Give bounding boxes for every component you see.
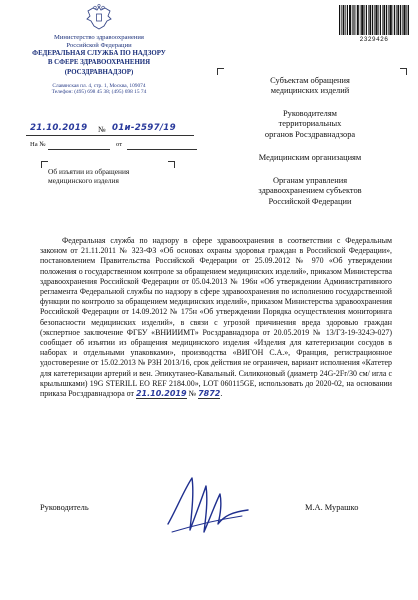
recipient-4-line-2: здравоохранением субъектов	[258, 186, 362, 196]
ministry-name-2: Российской Федерации	[66, 41, 132, 49]
reference-date-underline	[127, 149, 197, 150]
order-number-sign: №	[188, 389, 197, 399]
outgoing-date-number	[26, 125, 194, 139]
recipient-3-line-1: Медицинским организациям	[258, 153, 362, 162]
org-name-line-1: ФЕДЕРАЛЬНАЯ СЛУЖБА ПО НАДЗОРУ	[32, 50, 166, 58]
recipient-corner-tr	[400, 68, 407, 75]
subject-line-2: медицинского изделия	[48, 176, 119, 185]
recipient-4-line-3: Российской Федерации	[268, 196, 352, 206]
subject-line-1: Об изъятии из обращения	[48, 167, 130, 176]
barcode-number: 2329426	[359, 36, 389, 43]
recipient-2-line-2: территориальных	[278, 119, 342, 129]
letter-subject	[48, 167, 168, 185]
body-end: .	[220, 389, 223, 399]
recipient-1-line-2: медицинских изделий	[270, 86, 350, 96]
recipient-2-line-1: Руководителям	[283, 109, 337, 118]
signature-icon	[162, 472, 254, 548]
signatory-name: М.А. Мурашко	[305, 503, 359, 512]
letter-body	[40, 236, 392, 399]
subject-corner-tl	[41, 161, 48, 168]
recipient-corner-tl	[217, 68, 224, 75]
signatory-position: Руководитель	[40, 503, 89, 512]
outgoing-date: 21.10.2019	[30, 123, 88, 133]
reference-number-label: На №	[30, 141, 46, 148]
subject-corner-tr	[168, 161, 175, 168]
recipient-3	[225, 153, 395, 163]
reference-date-label: от	[116, 141, 123, 148]
reference-line	[30, 141, 200, 151]
recipient-4-line-1: Органам управления	[272, 176, 348, 185]
body-text: Федеральная служба по надзору в сфере здравоохранения в соответствии с Федеральным законом от 21.11.2011 № 323-ФЗ «Об основах охраны здоровья граждан в Российской Федерации», постановлением Правительства Российской Федерации от 25.09.2012 № 970 «Об утверждении положения о государственном контроле за обращением медицинских изделий», приказом Министерства здравоохранения Российской Федерации от 05.04.2013 № 196н «Об утверждении Административного регламента Федеральной службы по надзору в сфере здравоохранения по исполнению государственной функции по контролю за обращением медицинских изделий», приказом Министерства здравоохранения Российской Федерации от 14.09.2012 № 175н «Об утверждении Порядка осуществления мониторинга безопасности медицинских изделий», в связи с угрозой причинения вреда здоровью граждан (экспертное заключение ФГБУ «ВНИИИМТ» Росздравнадзора от 20.05.2019 № 13/ГЗ-19-324Э-027) сообщает об изъятии из обращения медицинского изделия «Изделия для катетеризации сосудов в наборах и отдельными упаковками», производства «ВИГОН С.А.», Франция, регистрационное удостоверение от 15.02.2013 № РЗН 2013/16, срок действия не ограничен, вариант исполнения «Катетер для катетеризации артерий и вен. Эпикутанео-Кавальный. Силиконовый (диаметр 24G-2Fr/30 см/ игла с крылышками) 19G STERILL EO REF 2184.00», LOT 060115GE, использовать до 2020-02, на основании приказа Росздравнадзора от	[40, 236, 392, 399]
org-address: Славянская пл. 4, стр. 1, Москва, 109074	[52, 82, 146, 89]
recipient-1	[225, 76, 395, 97]
org-phone: Телефон: (495) 698 45 38; (495) 698 15 74	[51, 89, 147, 96]
date-underline	[26, 135, 194, 136]
reference-number-underline	[48, 149, 110, 150]
org-name-line-2: В СФЕРЕ ЗДРАВООХРАНЕНИЯ	[47, 59, 151, 67]
ministry-name: Министерство здравоохранения	[54, 34, 144, 41]
ministry-header	[14, 34, 184, 96]
recipient-2	[225, 109, 395, 140]
recipient-2-line-3: органов Росздравнадзора	[264, 129, 356, 139]
recipient-1-line-1: Субъектам обращения	[270, 76, 350, 85]
outgoing-number: 01и-2597/19	[112, 123, 176, 133]
coat-of-arms-icon	[84, 4, 114, 32]
recipient-4	[225, 176, 395, 207]
order-number: 7872	[198, 389, 221, 399]
org-name-line-3: (РОСЗДРАВНАДЗОР)	[64, 68, 134, 76]
outgoing-number-sign: №	[98, 125, 106, 134]
barcode	[339, 5, 409, 35]
order-date: 21.10.2019	[135, 389, 187, 399]
